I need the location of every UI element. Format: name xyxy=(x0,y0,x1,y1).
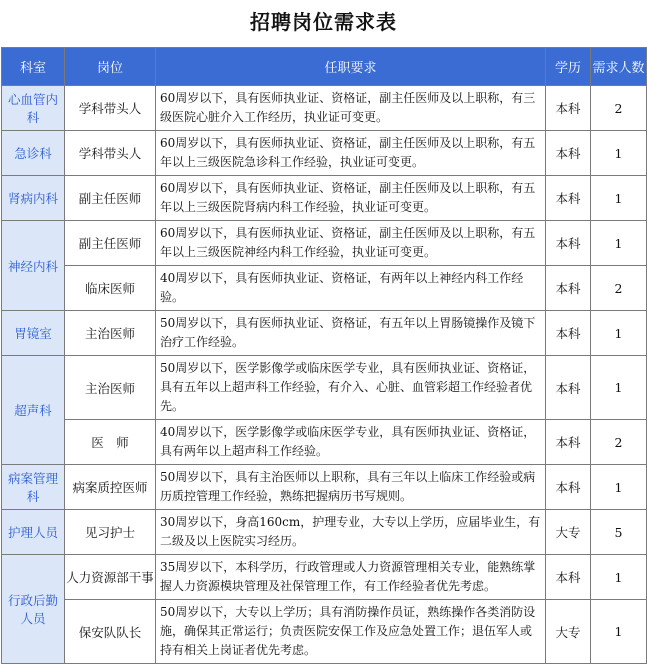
requirement-cell: 60周岁以下，具有医师执业证、资格证，副主任医师及以上职称，有五年以上三级医院肾病内科工作经验，执业证可变更。 xyxy=(156,176,546,221)
header-count: 需求人数 xyxy=(591,48,647,86)
education-cell: 本科 xyxy=(546,176,591,221)
requirement-cell: 60周岁以下，具有医师执业证、资格证，副主任医师及以上职称，有五年以上三级医院神经内科工作经验，执业证可变更。 xyxy=(156,221,546,266)
requirement-cell: 35周岁以下，本科学历，行政管理或人力资源管理相关专业，能熟练掌握人力资源模块管理及社保管理工作，有工作经验者优先考虑。 xyxy=(156,555,546,600)
dept-cell: 行政后勤人员 xyxy=(2,555,65,664)
count-cell: 1 xyxy=(591,176,647,221)
position-cell: 主治医师 xyxy=(65,356,156,420)
education-cell: 本科 xyxy=(546,356,591,420)
count-cell: 1 xyxy=(591,600,647,664)
position-cell: 临床医师 xyxy=(65,266,156,311)
position-cell: 主治医师 xyxy=(65,311,156,356)
position-cell: 见习护士 xyxy=(65,510,156,555)
dept-cell: 超声科 xyxy=(2,356,65,465)
table-row xyxy=(2,176,647,221)
education-cell: 大专 xyxy=(546,600,591,664)
education-cell: 本科 xyxy=(546,221,591,266)
requirement-cell: 40周岁以下，具有医师执业证、资格证，有两年以上神经内科工作经验。 xyxy=(156,266,546,311)
header-requirement: 任职要求 xyxy=(156,48,546,86)
requirement-cell: 60周岁以下，具有医师执业证、资格证，副主任医师及以上职称，有三级医院心脏介入工作经历，执业证可变更。 xyxy=(156,86,546,131)
position-cell: 医 师 xyxy=(65,420,156,465)
count-cell: 2 xyxy=(591,86,647,131)
table-row xyxy=(2,510,647,555)
position-cell: 保安队队长 xyxy=(65,600,156,664)
page-title: 招聘岗位需求表 xyxy=(250,10,397,34)
dept-cell: 胃镜室 xyxy=(2,311,65,356)
count-cell: 1 xyxy=(591,465,647,510)
position-cell: 副主任医师 xyxy=(65,221,156,266)
table-row xyxy=(2,600,647,664)
count-cell: 1 xyxy=(591,311,647,356)
table-row xyxy=(2,420,647,465)
header-dept: 科室 xyxy=(2,48,65,86)
table-row xyxy=(2,311,647,356)
header-education: 学历 xyxy=(546,48,591,86)
education-cell: 大专 xyxy=(546,510,591,555)
table-row xyxy=(2,465,647,510)
requirement-cell: 60周岁以下，具有医师执业证、资格证，副主任医师及以上职称，有五年以上三级医院急诊科工作经验，执业证可变更。 xyxy=(156,131,546,176)
table-row xyxy=(2,131,647,176)
requirement-cell: 50周岁以下，大专以上学历；具有消防操作员证，熟练操作各类消防设施，确保其正常运行；负责医院安保工作及应急处置工作；退伍军人或持有相关上岗证者优先考虑。 xyxy=(156,600,546,664)
recruitment-table xyxy=(1,47,647,664)
count-cell: 5 xyxy=(591,510,647,555)
table-row xyxy=(2,221,647,266)
header-position: 岗位 xyxy=(65,48,156,86)
requirement-cell: 50周岁以下，具有主治医师以上职称，具有三年以上临床工作经验或病历质控管理工作经验，熟练把握病历书写规则。 xyxy=(156,465,546,510)
count-cell: 1 xyxy=(591,221,647,266)
count-cell: 1 xyxy=(591,555,647,600)
position-cell: 病案质控医师 xyxy=(65,465,156,510)
table-row xyxy=(2,86,647,131)
dept-cell: 心血管内科 xyxy=(2,86,65,131)
dept-cell: 急诊科 xyxy=(2,131,65,176)
table-row xyxy=(2,555,647,600)
dept-cell: 肾病内科 xyxy=(2,176,65,221)
requirement-cell: 50周岁以下，具有医师执业证、资格证，有五年以上胃肠镜操作及镜下治疗工作经验。 xyxy=(156,311,546,356)
count-cell: 1 xyxy=(591,356,647,420)
position-cell: 副主任医师 xyxy=(65,176,156,221)
education-cell: 本科 xyxy=(546,465,591,510)
table-row xyxy=(2,266,647,311)
requirement-cell: 40周岁以下，医学影像学或临床医学专业，具有医师执业证、资格证，具有两年以上超声科工作经验。 xyxy=(156,420,546,465)
education-cell: 本科 xyxy=(546,266,591,311)
education-cell: 本科 xyxy=(546,86,591,131)
education-cell: 本科 xyxy=(546,420,591,465)
count-cell: 2 xyxy=(591,266,647,311)
position-cell: 人力资源部干事 xyxy=(65,555,156,600)
dept-cell: 神经内科 xyxy=(2,221,65,311)
table-header-row xyxy=(2,48,647,86)
count-cell: 2 xyxy=(591,420,647,465)
requirement-cell: 30周岁以下，身高160cm，护理专业，大专以上学历，应届毕业生，有二级及以上医院实习经历。 xyxy=(156,510,546,555)
dept-cell: 病案管理科 xyxy=(2,465,65,510)
education-cell: 本科 xyxy=(546,131,591,176)
requirement-cell: 50周岁以下，医学影像学或临床医学专业，具有医师执业证、资格证，具有五年以上超声科工作经验，有介入、心脏、血管彩超工作经验者优先。 xyxy=(156,356,546,420)
count-cell: 1 xyxy=(591,131,647,176)
education-cell: 本科 xyxy=(546,555,591,600)
dept-cell: 护理人员 xyxy=(2,510,65,555)
position-cell: 学科带头人 xyxy=(65,86,156,131)
education-cell: 本科 xyxy=(546,311,591,356)
position-cell: 学科带头人 xyxy=(65,131,156,176)
table-row xyxy=(2,356,647,420)
